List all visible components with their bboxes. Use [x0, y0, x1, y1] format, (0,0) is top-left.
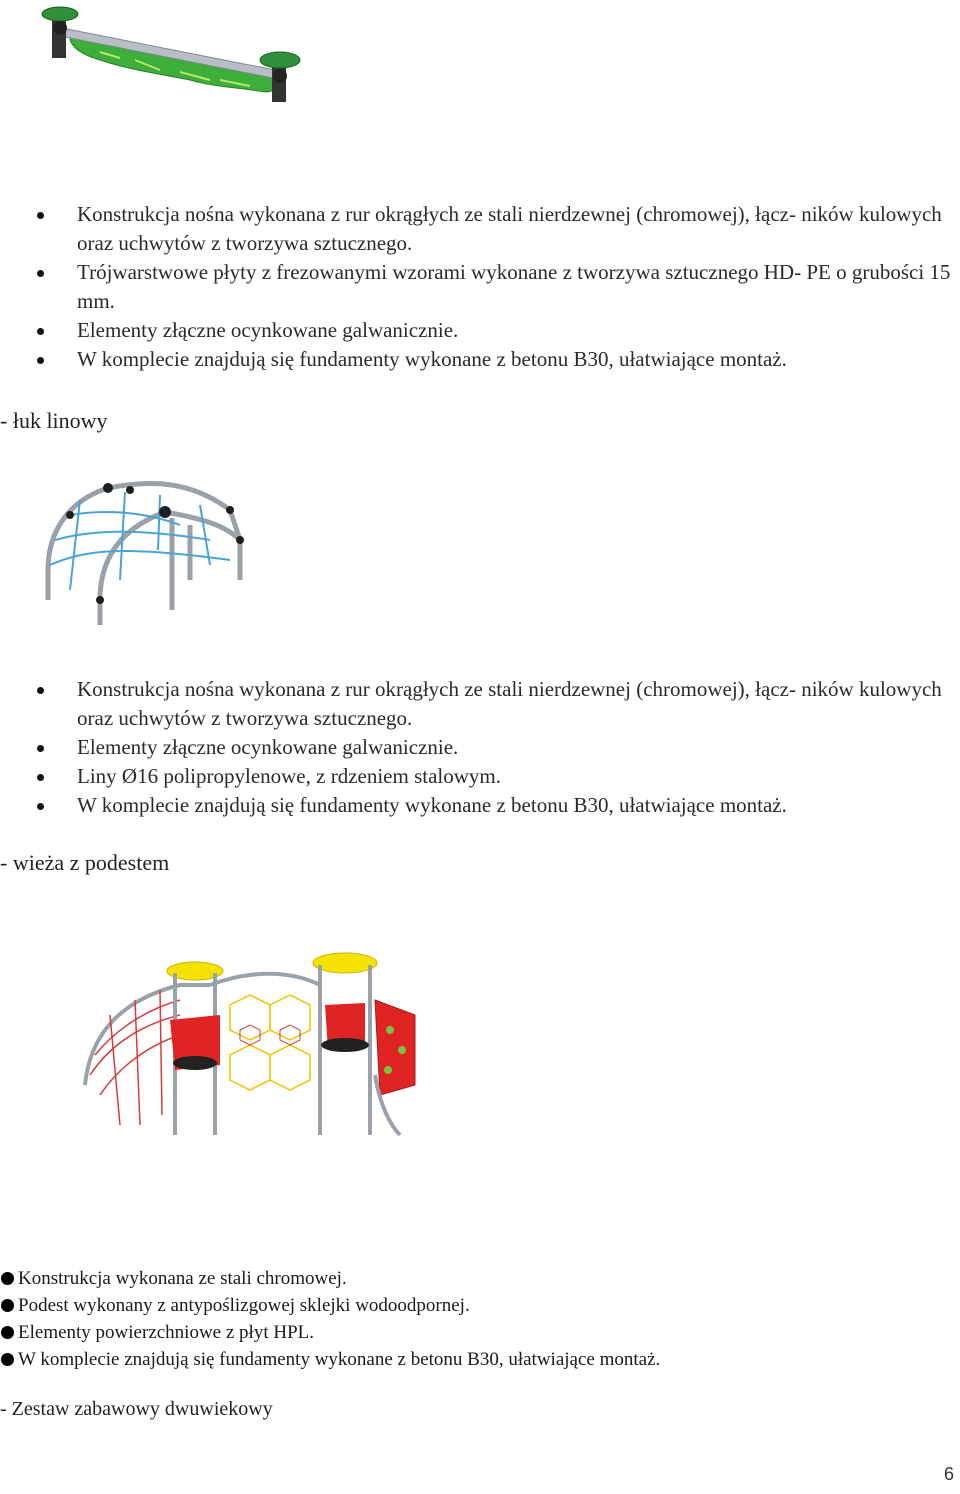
page-number: 6	[943, 1464, 954, 1484]
bullet-item: Elementy złączne ocynkowane galwanicznie.	[0, 733, 960, 762]
bullet-item: Konstrukcja nośna wykonana z rur okrągłych ze stali nierdzewnej (chromowej), łącz- ników kulowych oraz uchwytów z tworzywa sztucznego.	[0, 675, 960, 733]
section2-bullet-list	[0, 675, 960, 820]
bullet-item: Liny Ø16 polipropylenowe, z rdzeniem stalowym.	[0, 762, 960, 791]
section1-bullet-list	[0, 200, 960, 374]
bullet-item: Podest wykonany z antypoślizgowej sklejki wodoodpornej.	[0, 1292, 960, 1319]
bullet-item: Elementy powierzchniowe z płyt HPL.	[0, 1319, 960, 1346]
bullet-item: W komplecie znajdują się fundamenty wykonane z betonu B30, ułatwiające montaż.	[0, 345, 960, 374]
bullet-item: Trójwarstwowe płyty z frezowanymi wzorami wykonane z tworzywa sztucznego HD- PE o grubości 15 mm.	[0, 258, 960, 316]
bullet-item: Konstrukcja wykonana ze stali chromowej.	[0, 1265, 960, 1292]
section3-bullet-list	[0, 1265, 960, 1373]
section-title-wieza-z-podestem: - wieża z podestem	[0, 850, 170, 875]
bullet-item: W komplecie znajdują się fundamenty wykonane z betonu B30, ułatwiające montaż.	[0, 1346, 960, 1373]
bullet-item: W komplecie znajdują się fundamenty wykonane z betonu B30, ułatwiające montaż.	[0, 791, 960, 820]
section-title-zestaw-zabawowy: - Zestaw zabawowy dwuwiekowy	[0, 1398, 273, 1420]
tower-platform-image	[80, 945, 440, 1140]
section-title-luk-linowy: - łuk linowy	[0, 408, 108, 433]
balance-beam-image	[40, 0, 310, 110]
bullet-item: Elementy złączne ocynkowane galwanicznie.	[0, 316, 960, 345]
bullet-item: Konstrukcja nośna wykonana z rur okrągłych ze stali nierdzewnej (chromowej), łącz- ników kulowych oraz uchwytów z tworzywa sztucznego.	[0, 200, 960, 258]
rope-arch-image	[40, 470, 255, 630]
